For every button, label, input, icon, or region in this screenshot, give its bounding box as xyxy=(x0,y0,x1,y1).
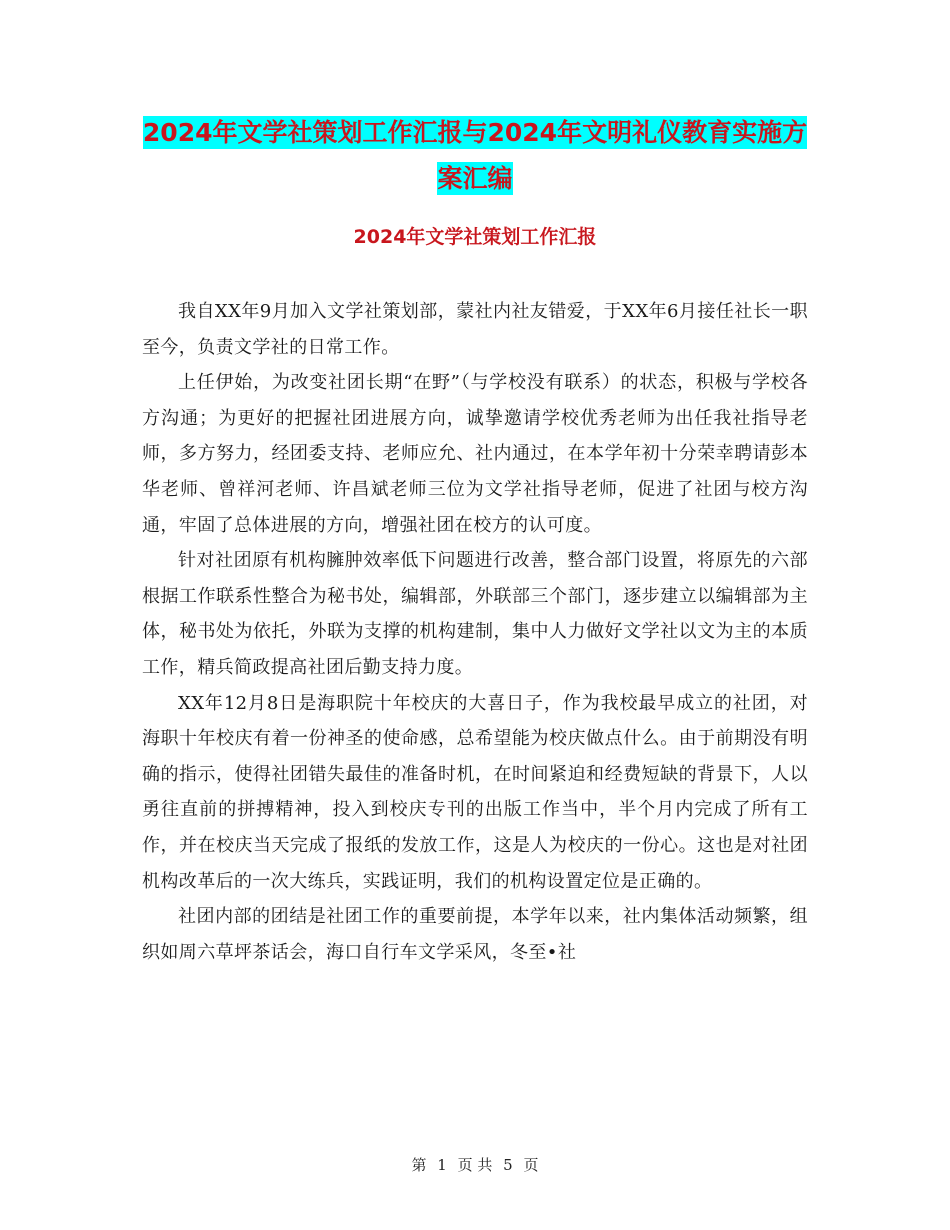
total-pages-number: 5 xyxy=(503,1156,513,1174)
page-label-mid: 页 共 xyxy=(457,1156,493,1174)
paragraph: 社团内部的团结是社团工作的重要前提，本学年以来，社内集体活动频繁，组织如周六草坪茶话会，海口自行车文学采风，冬至•社 xyxy=(142,906,808,963)
page-footer xyxy=(0,1155,950,1175)
document-title-text: 2024年文学社策划工作汇报与2024年文明礼仪教育实施方案汇编 xyxy=(142,118,808,193)
paragraph: 针对社团原有机构臃肿效率低下问题进行改善，整合部门设置，将原先的六部根据工作联系性整合为秘书处，编辑部，外联部三个部门，逐步建立以编辑部为主体，秘书处为依托，外联为支撑的机构建制，集中人力做好文学社以文为主的本质工作，精兵简政提高社团后勤支持力度。 xyxy=(142,550,808,678)
paragraph: 上任伊始，为改变社团长期“在野”（与学校没有联系）的状态，积极与学校各方沟通；为更好的把握社团进展方向，诚挚邀请学校优秀老师为出任我社指导老师，多方努力，经团委支持、老师应允、社内通过，在本学年初十分荣幸聘请彭本华老师、曾祥河老师、许昌斌老师三位为文学社指导老师，促进了社团与校方沟通，牢固了总体进展的方向，增强社团在校方的认可度。 xyxy=(142,372,808,536)
paragraph: XX年12月8日是海职院十年校庆的大喜日子，作为我校最早成立的社团，对海职十年校庆有着一份神圣的使命感，总希望能为校庆做点什么。由于前期没有明确的指示，使得社团错失最佳的准备时机，在时间紧迫和经费短缺的背景下，人以勇往直前的拼搏精神，投入到校庆专刊的出版工作当中，半个月内完成了所有工作，并在校庆当天完成了报纸的发放工作，这是人为校庆的一份心。这也是对社团机构改革后的一次大练兵，实践证明，我们的机构设置定位是正确的。 xyxy=(142,692,808,892)
document-title xyxy=(140,110,810,202)
section-title: 2024年文学社策划工作汇报 xyxy=(353,226,597,248)
page-label-suffix: 页 xyxy=(523,1156,539,1174)
paragraph: 我自XX年9月加入文学社策划部，蒙社内社友错爱，于XX年6月接任社长一职至今，负责文学社的日常工作。 xyxy=(142,301,808,358)
current-page-number: 1 xyxy=(437,1156,447,1174)
page-label-prefix: 第 xyxy=(411,1156,427,1174)
document-body xyxy=(142,294,808,970)
